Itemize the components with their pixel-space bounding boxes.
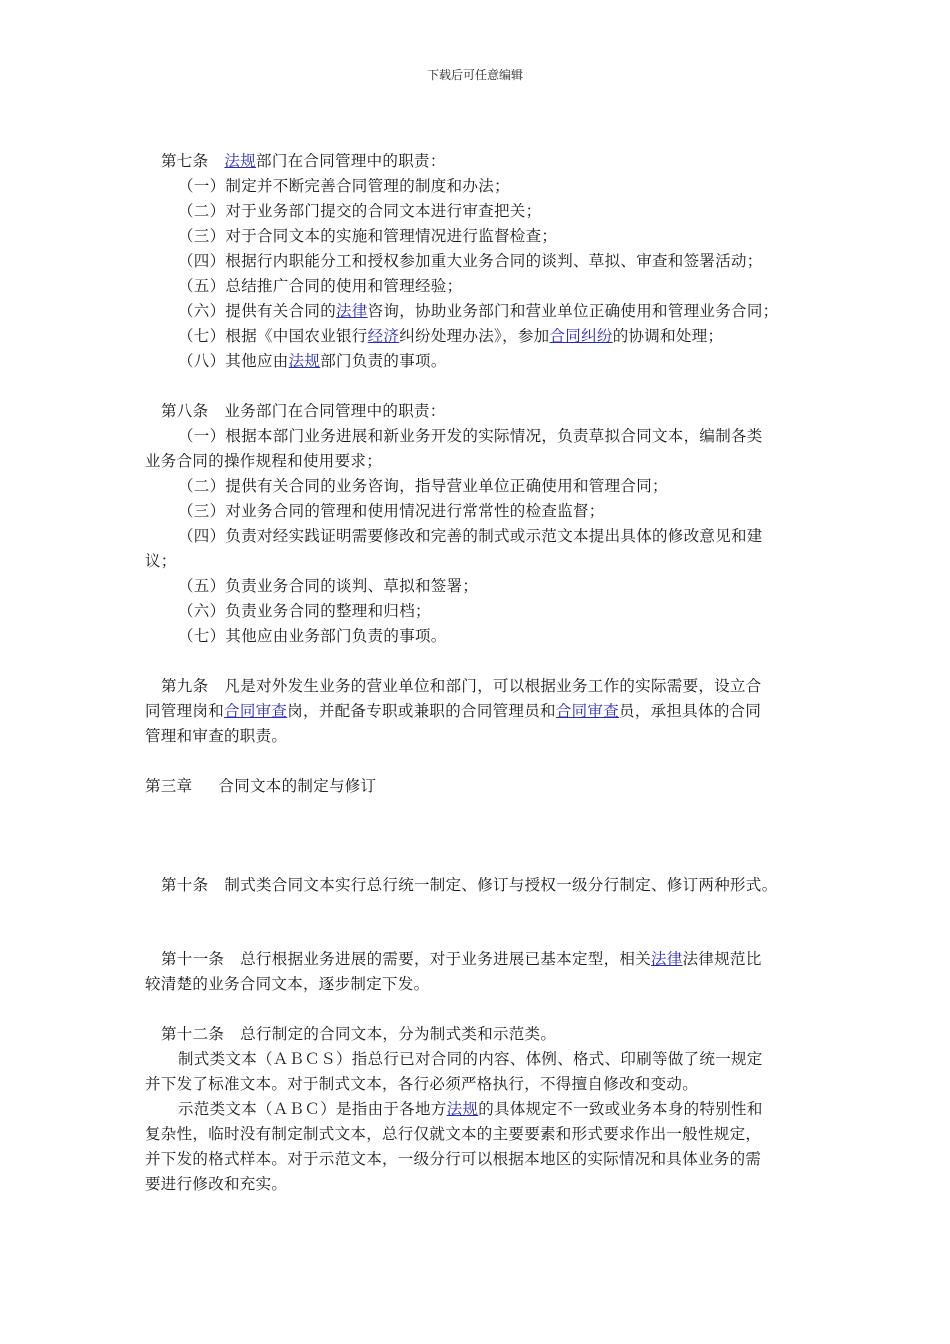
- article-12-para-1-line-2: 并下发了标准文本。对于制式文本，各行必须严格执行，不得擅自修改和变动。: [145, 1075, 699, 1093]
- link-hetong-shencha-2[interactable]: 合同审查: [555, 702, 620, 720]
- article-8-item-1-line-1: （一）根据本部门业务进展和新业务开发的实际情况，负责草拟合同文本，编制各类: [178, 427, 763, 445]
- article-8-item-7: （七）其他应由业务部门负责的事项。: [178, 627, 447, 645]
- link-falv-2[interactable]: 法律: [651, 950, 683, 968]
- article-12-para-2-line-3: 并下发的格式样本。对于示范文本，一级分行可以根据本地区的实际情况和具体业务的需: [145, 1150, 762, 1168]
- article-7-item-8: （八）其他应由法规部门负责的事项。: [178, 352, 447, 370]
- article-9-line-2: 同管理岗和合同审查岗，并配备专职或兼职的合同管理员和合同审查员，承担具体的合同: [145, 702, 762, 720]
- article-12-para-2-line-4: 要进行修改和充实。: [145, 1175, 288, 1193]
- article-12-para-2-line-1: 示范类文本（ＡＢＣ）是指由于各地方法规的具体规定不一致或业务本身的特别性和: [178, 1100, 763, 1118]
- article-7-item-6: （六）提供有关合同的法律咨询，协助业务部门和营业单位正确使用和管理业务合同；: [178, 302, 779, 320]
- link-jingji[interactable]: 经济: [367, 327, 400, 345]
- article-7-item-2: （二）对于业务部门提交的合同文本进行审查把关；: [178, 202, 542, 220]
- link-hetong-jiufen[interactable]: 合同纠纷: [549, 327, 613, 345]
- article-12-para-2-line-2: 复杂性，临时没有制定制式文本，总行仅就文本的主要要素和形式要求作出一般性规定，: [145, 1125, 762, 1143]
- article-9-line-1: 第九条 凡是对外发生业务的营业单位和部门，可以根据业务工作的实际需要，设立合: [161, 677, 762, 695]
- link-fagui-3[interactable]: 法规: [446, 1100, 479, 1118]
- article-7-item-7: （七）根据《中国农业银行经济纠纷处理办法》，参加合同纠纷的协调和处理；: [178, 327, 724, 345]
- article-8-item-4-line-2: 议；: [145, 552, 177, 570]
- article-7-item-1: （一）制定并不断完善合同管理的制度和办法；: [178, 177, 510, 195]
- chapter-3-heading: 第三章 合同文本的制定与修订: [145, 777, 377, 795]
- article-8-item-4-line-1: （四）负责对经实践证明需要修改和完善的制式或示范文本提出具体的修改意见和建: [178, 527, 763, 545]
- page-header: 下载后可任意编辑: [426, 68, 523, 82]
- article-11-line-1: 第十一条 总行根据业务进展的需要，对于业务进展已基本定型，相关法律法律规范比: [161, 950, 762, 968]
- article-12-para-1-line-1: 制式类文本（ＡＢＣＳ）指总行已对合同的内容、体例、格式、印刷等做了统一规定: [178, 1050, 763, 1068]
- article-8-item-2: （二）提供有关合同的业务咨询，指导营业单位正确使用和管理合同；: [178, 477, 668, 495]
- article-7-item-3: （三）对于合同文本的实施和管理情况进行监督检查；: [178, 227, 558, 245]
- article-12-title: 第十二条 总行制定的合同文本，分为制式类和示范类。: [161, 1025, 557, 1043]
- link-fagui-2[interactable]: 法规: [288, 352, 321, 370]
- article-8-title: 第八条 业务部门在合同管理中的职责：: [161, 402, 446, 420]
- article-7-title: 第七条 法规部门在合同管理中的职责：: [161, 152, 446, 170]
- article-8-item-6: （六）负责业务合同的整理和归档；: [178, 602, 431, 620]
- article-8-item-5: （五）负责业务合同的谈判、草拟和签署；: [178, 577, 479, 595]
- article-7-item-4: （四）根据行内职能分工和授权参加重大业务合同的谈判、草拟、审查和签署活动；: [178, 252, 763, 270]
- article-8-item-3: （三）对业务合同的管理和使用情况进行常常性的检查监督；: [178, 502, 605, 520]
- article-10: 第十条 制式类合同文本实行总行统一制定、修订与授权一级分行制定、修订两种形式。: [161, 876, 778, 894]
- article-7-item-5: （五）总结推广合同的使用和管理经验；: [178, 277, 463, 295]
- link-hetong-shencha[interactable]: 合同审查: [224, 702, 288, 720]
- article-11-line-2: 较清楚的业务合同文本，逐步制定下发。: [145, 975, 430, 993]
- article-9-line-3: 管理和审查的职责。: [145, 727, 288, 745]
- link-fagui[interactable]: 法规: [224, 152, 257, 170]
- link-falv[interactable]: 法律: [336, 302, 368, 320]
- article-8-item-1-line-2: 业务合同的操作规程和使用要求；: [145, 452, 383, 470]
